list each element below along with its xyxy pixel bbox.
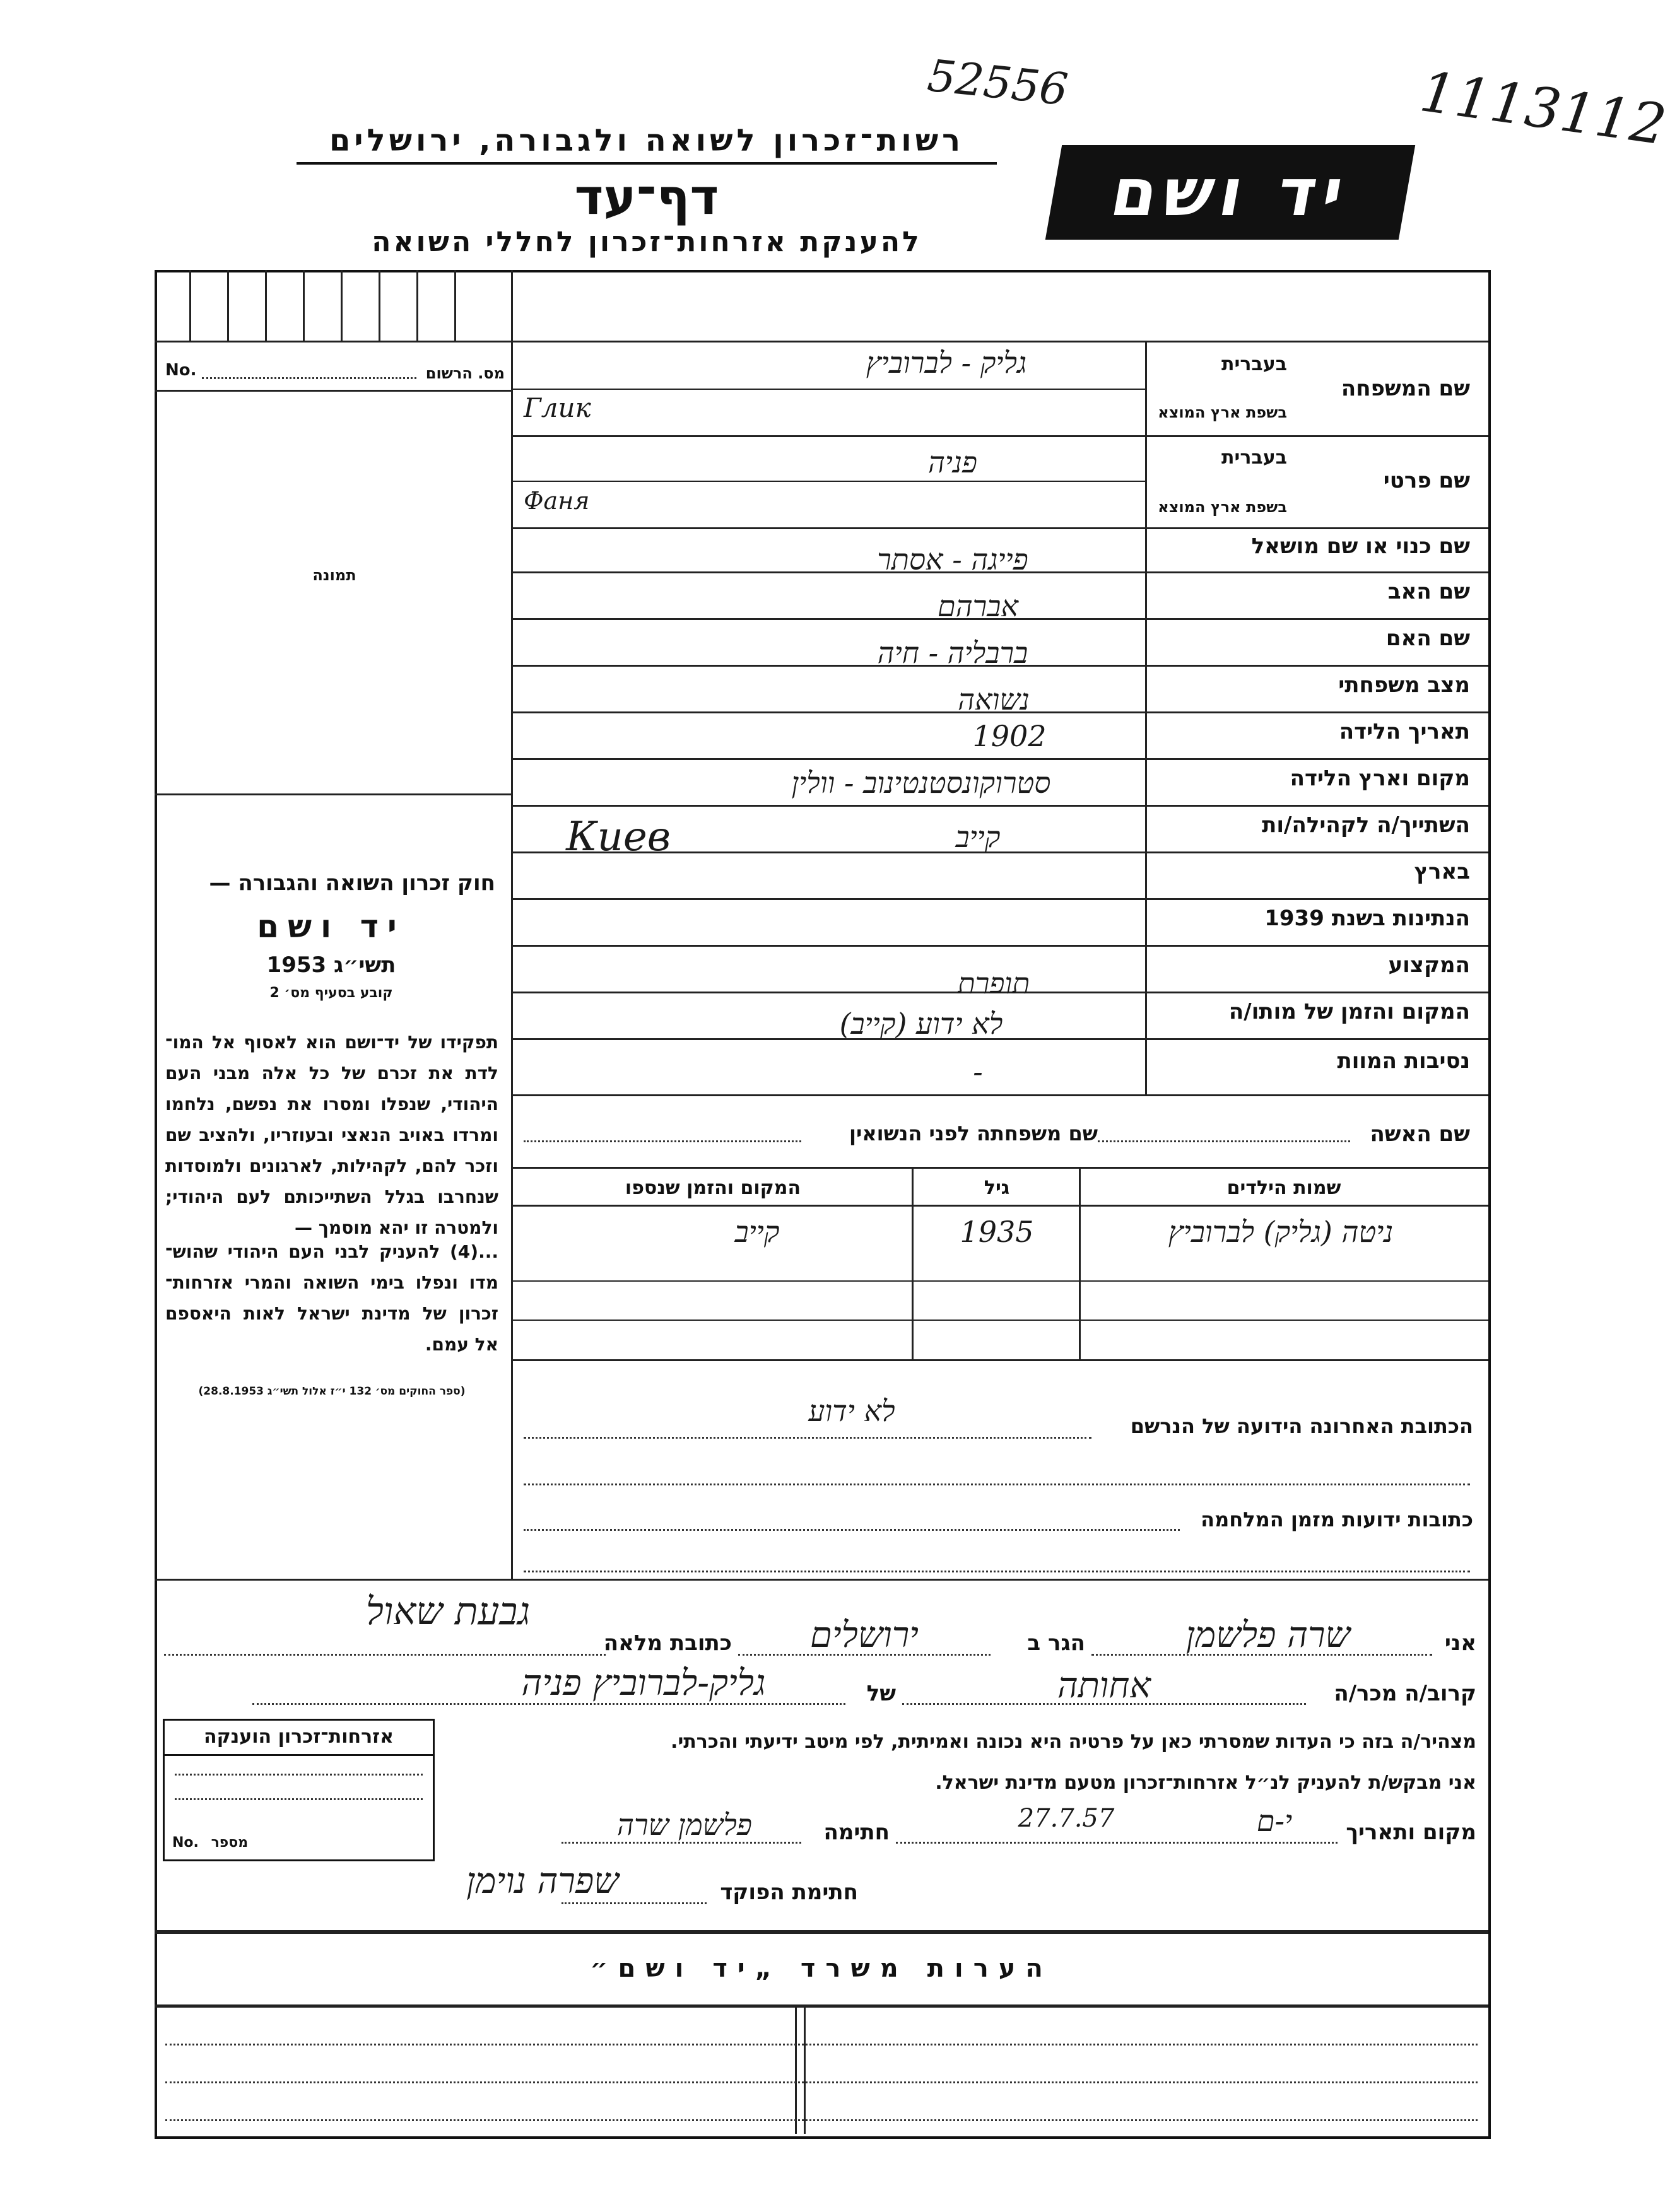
children-names-header: שמות הילדים [1226, 1177, 1341, 1199]
law-clause: קובע בסעיף מס׳ 2 [269, 985, 393, 1001]
community-label: השתייך/ה לקהילה/ות [1262, 812, 1470, 838]
birth-place-label: מקום וארץ הלידה [1290, 766, 1470, 791]
wife-field[interactable] [1098, 1140, 1350, 1142]
law-name: יד ושם [257, 908, 406, 945]
declarant-name[interactable]: שרה פלשמן [1185, 1615, 1351, 1656]
officer-signature-value[interactable]: שפרה נוימן [466, 1861, 619, 1902]
death-circ-value[interactable]: - [973, 1055, 983, 1089]
wartime-address-field[interactable] [524, 1529, 1180, 1531]
of-value[interactable]: גליק-לברוביץ פניה [521, 1663, 766, 1704]
wife-label: שם האשה [1370, 1121, 1470, 1147]
form-title: דף־עד [574, 169, 719, 226]
family-name-origin-value[interactable]: Глик [524, 392, 591, 423]
reg-number-field[interactable] [202, 377, 416, 379]
resident-label: הגר ב [1027, 1630, 1085, 1656]
first-hebrew-label: בעברית [1221, 447, 1287, 469]
family-hebrew-label: בעברית [1221, 353, 1287, 375]
relative-label: קרוב/ה מכר/ה [1334, 1681, 1476, 1706]
first-origin-label: בשפת ארץ המוצא [1158, 498, 1287, 516]
marital-label: מצב משפחתי [1338, 672, 1470, 698]
first-name-label: שם פרטי [1383, 468, 1470, 493]
country-label: בארץ [1414, 859, 1470, 884]
full-address-value[interactable]: גבעת שאול [365, 1589, 531, 1634]
request-text: אני מבקש/ת להעניק לנ״ל אזרחות־זכרון מטעם מדינת ישראל. [935, 1772, 1476, 1794]
last-address-value[interactable]: לא ידוע [808, 1394, 895, 1428]
yad-vashem-logo: יד ושם [1045, 145, 1415, 240]
last-address-label: הכתובת האחרונה הידועה של הנרשם [1130, 1414, 1473, 1438]
family-name-label: שם המשפחה [1341, 376, 1470, 401]
nickname-label: שם כנוי או שם מושאל [1251, 534, 1470, 559]
community-value[interactable]: Киев [566, 814, 671, 860]
full-address-label: כתובת מלאה [603, 1630, 732, 1656]
death-place-value[interactable]: לא ידוע (קייב) [839, 1007, 1003, 1041]
notes-title: הערות משרד „יד ושם״ [590, 1954, 1053, 1983]
relation-value[interactable]: אחותה [1057, 1665, 1151, 1706]
wartime-address-label: כתובות ידועות מזמן המלחמה [1201, 1507, 1473, 1531]
family-origin-label: בשפת ארץ המוצא [1158, 404, 1287, 421]
declaration-text: מצהיר/ה בזה כי העדות שמסרתי כאן על פרטיה היא נכונה ואמיתית, לפי מיטב ידיעתי והכרתי. [671, 1731, 1476, 1753]
birth-place-value[interactable]: סטרוקונסטנטינוב - וולין [791, 766, 1051, 800]
notes-line-3[interactable] [165, 2119, 1478, 2121]
law-text-2: ...(4) להעניק לבני העם היהודי שהוש־ מדו ונפלו בימי השואה והמרי אזרחות־ זכרון של מדינת ישראל לאות היאספם אל עמם. [165, 1241, 498, 1355]
reg-number-label: מס. הרשום [425, 365, 505, 382]
award-no-label: No. [172, 1835, 199, 1851]
signature-field[interactable] [562, 1842, 801, 1844]
last-address-field[interactable] [524, 1437, 1091, 1439]
form-number: 52556 [925, 49, 1071, 116]
birth-date-value[interactable]: 1902 [972, 719, 1047, 753]
maiden-name-label: שם משפחתה לפני הנשואין [849, 1121, 1098, 1145]
maiden-name-field[interactable] [524, 1140, 801, 1142]
reg-no-label: No. [165, 361, 197, 380]
father-value[interactable]: פייגה - אסתר [877, 542, 1028, 576]
law-title: חוק זכרון השואה והגבורה — [209, 870, 495, 896]
mother-label: שם האם [1385, 626, 1470, 651]
form-subtitle: להענקת אזרחות־זכרון לחללי השואה [372, 226, 922, 258]
photo-label: תמונה [312, 566, 356, 584]
marital-value[interactable]: ברבליה - חיה [877, 636, 1028, 670]
place-date-label: מקום ותאריך [1346, 1820, 1476, 1845]
corner-number: 1113112 [1416, 59, 1670, 158]
notes-line-2[interactable] [165, 2081, 1478, 2083]
place-date-value[interactable]: י-ם [1256, 1804, 1293, 1838]
community-hebrew-value[interactable]: קייב [955, 820, 1001, 854]
citizenship-label: הנתינות בשנת 1939 [1264, 906, 1470, 931]
declarant-label: אני [1444, 1630, 1476, 1656]
signature-label: חתימה [823, 1820, 890, 1845]
date-value[interactable]: 27.7.57 [1018, 1804, 1115, 1833]
notes-line-1[interactable] [165, 2044, 1478, 2045]
authority-title: רשות־זכרון לשואה ולגבורה, ירושלים [297, 123, 997, 165]
place-time-header: המקום והזמן שנספו [625, 1177, 801, 1199]
mother-value[interactable]: אברהם [937, 589, 1019, 623]
child-place-value[interactable]: קייב [734, 1215, 780, 1249]
death-place-label: המקום והזמן של מותו/ה [1228, 999, 1470, 1024]
city-value[interactable]: ירושלים [810, 1615, 919, 1656]
award-number-label: מספר [211, 1835, 249, 1851]
age-header: גיל [984, 1177, 1010, 1199]
law-year: תשי״ג 1953 [266, 952, 396, 978]
birth-date-label: תאריך הלידה [1339, 719, 1470, 744]
family-name-hebrew-value[interactable]: גליק - לברוביץ [866, 346, 1027, 380]
officer-signature-label: חתימת הפוקד [720, 1880, 858, 1905]
law-source: (ספר החוקים מס׳ 132 י״ז אלול תשי״ג 28.8.1953) [198, 1385, 466, 1398]
signature-value[interactable]: פלשמן שרה [617, 1808, 752, 1842]
child-name-value[interactable]: ניטה (גליק) לברוביץ [1168, 1215, 1394, 1249]
law-text-1: תפקידו של יד־ושם הוא לאסוף אל המו־ לדת את זכרם של כל אלה מבני העם היהודי, שנפלו ומסרו את נפשם, נלחמו ומרדו באויב הנאצי ובעוזריו, ולהציב שם וזכר להם, לקהילות, לארגונים ולמוסדות שנחרבו בגלל השתייכותם לעם היהודי; ולמטרה זו יהא מוסמך — [165, 1032, 498, 1238]
first-name-origin-value[interactable]: Фаня [524, 487, 590, 515]
award-box [163, 1719, 435, 1861]
child-age-value[interactable]: 1935 [960, 1215, 1034, 1249]
profession-label: המקצוע [1388, 952, 1470, 978]
profession-value[interactable]: תופרת [957, 966, 1030, 1000]
award-box-title: אזרחות־זכרון הוענקה [165, 1721, 433, 1756]
father-label: שם האב [1387, 579, 1470, 604]
death-circ-label: נסיבות המוות [1337, 1048, 1470, 1074]
of-label: של [866, 1681, 896, 1706]
place-date-field[interactable] [896, 1842, 1338, 1844]
marital-status-value[interactable]: נשואה [958, 682, 1030, 717]
first-name-hebrew-value[interactable]: פניה [927, 445, 978, 479]
